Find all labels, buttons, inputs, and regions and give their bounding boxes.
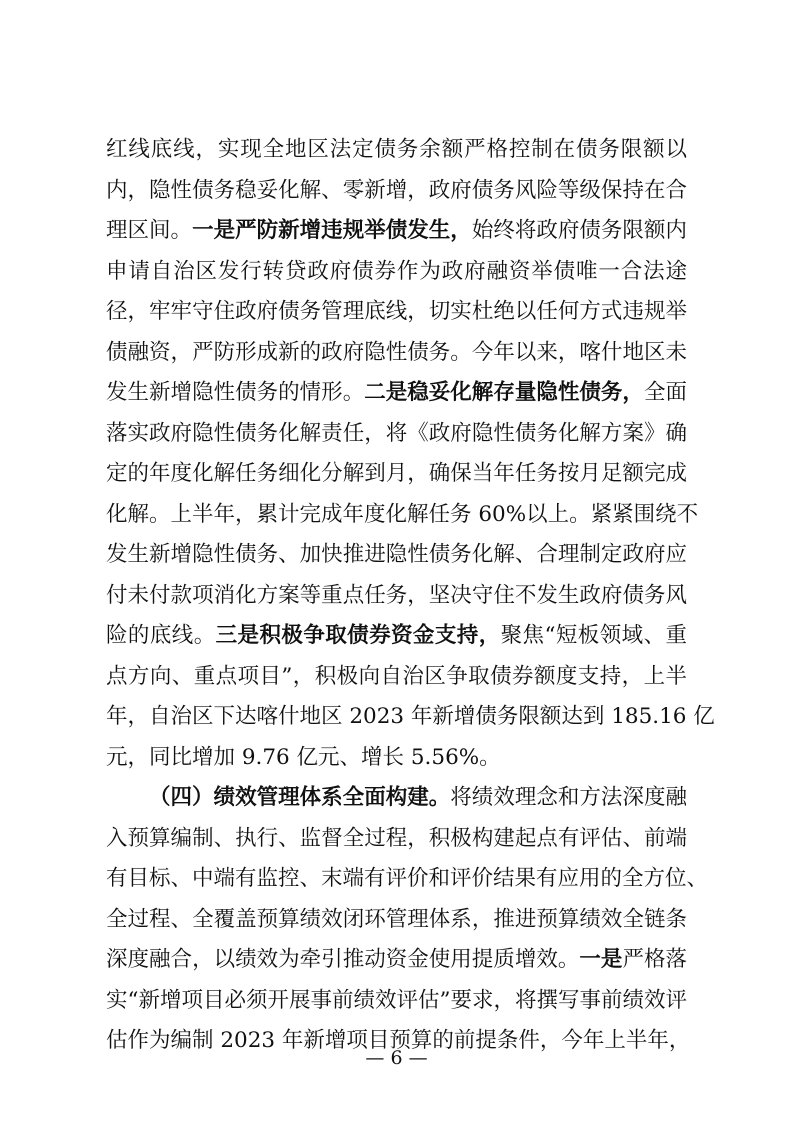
page-number: — 6 — (365, 1047, 428, 1069)
text-line (106, 697, 715, 738)
text-line (106, 657, 687, 698)
text-segment: 红线底线，实现全地区法定债务余额严格控制在债务限额以 (106, 137, 687, 162)
text-line (106, 738, 687, 779)
text-line (106, 333, 687, 374)
text-line (106, 495, 699, 536)
text-line (106, 373, 687, 414)
text-segment: 聚焦“短板领域、重 (500, 623, 687, 648)
text-segment: 化解。上半年，累计完成年度化解任务 60%以上。紧紧围绕不 (106, 501, 699, 527)
text-line (106, 900, 687, 941)
bold-text: 一是严防新增违规举债发生， (192, 218, 472, 243)
text-segment: 险的底线。 (106, 623, 216, 648)
text-segment: 付未付款项消化方案等重点任务，坚决守住不发生政府债务风 (106, 582, 687, 608)
text-segment: 始终将政府债务限额内 (471, 218, 687, 243)
text-line (106, 535, 687, 576)
text-line (106, 130, 687, 171)
text-segment: 全面 (643, 380, 687, 405)
text-segment: 内，隐性债务稳妥化解、零新增，政府债务风险等级保持在合 (106, 177, 687, 203)
text-segment: 点方向、重点项目”，积极向自治区争取债券额度支持，上半 (106, 663, 687, 689)
text-line (106, 859, 709, 900)
text-segment: 严格落 (622, 947, 687, 972)
text-line (106, 940, 687, 981)
text-line (106, 414, 687, 455)
bold-text: （四）绩效管理体系全面构建。 (149, 785, 451, 810)
bold-text: 三是积极争取债券资金支持， (215, 623, 501, 648)
text-segment: 申请自治区发行转贷政府债券作为政府融资举债唯一合法途 (106, 258, 687, 284)
text-segment: 将绩效理念和方法深度融 (450, 785, 687, 810)
text-segment: 年，自治区下达喀什地区 2023 年新增债务限额达到 185.16 亿 (106, 704, 715, 729)
text-line (106, 576, 687, 617)
bold-text: 二是稳妥化解存量隐性债务， (364, 380, 644, 405)
bold-text: 一是 (579, 947, 623, 972)
text-line (106, 252, 687, 293)
text-segment: 估作为编制 2023 年新增项目预算的前提条件，今年上半年， (106, 1028, 691, 1053)
text-segment: 有目标、中端有监控、末端有评价和评价结果有应用的全方位、 (106, 866, 709, 891)
text-segment: 发生新增隐性债务的情形。 (106, 380, 365, 405)
text-segment: 径，牢牢守住政府债务管理底线，切实杜绝以任何方式违规举 (106, 299, 687, 324)
text-segment: 理区间。 (106, 218, 193, 243)
text-segment: 入预算编制、执行、监督全过程，积极构建起点有评估、前端 (106, 825, 687, 851)
text-segment: 实“新增项目必须开展事前绩效评估”要求，将撰写事前绩效评 (106, 987, 687, 1013)
text-line (106, 171, 687, 212)
text-segment: 落实政府隐性债务化解责任，将《政府隐性债务化解方案》确 (106, 420, 687, 446)
text-segment: 发生新增隐性债务、加快推进隐性债务化解、合理制定政府应 (106, 542, 687, 567)
text-segment: 债融资，严防形成新的政府隐性债务。今年以来，喀什地区未 (106, 339, 687, 365)
text-line (106, 454, 687, 495)
text-segment: 全过程、全覆盖预算绩效闭环管理体系，推进预算绩效全链条 (106, 906, 687, 932)
text-segment: 定的年度化解任务细化分解到月，确保当年任务按月足额完成 (106, 461, 687, 486)
text-segment: 深度融合，以绩效为牵引推动资金使用提质增效。 (106, 947, 580, 972)
text-line (106, 211, 687, 252)
text-line (106, 616, 687, 657)
text-line (106, 778, 687, 819)
text-line (106, 981, 687, 1022)
body-text (106, 130, 715, 1062)
text-segment: 元，同比增加 9.76 亿元、增长 5.56%。 (106, 744, 501, 770)
text-line (106, 292, 687, 333)
text-line (106, 819, 687, 860)
